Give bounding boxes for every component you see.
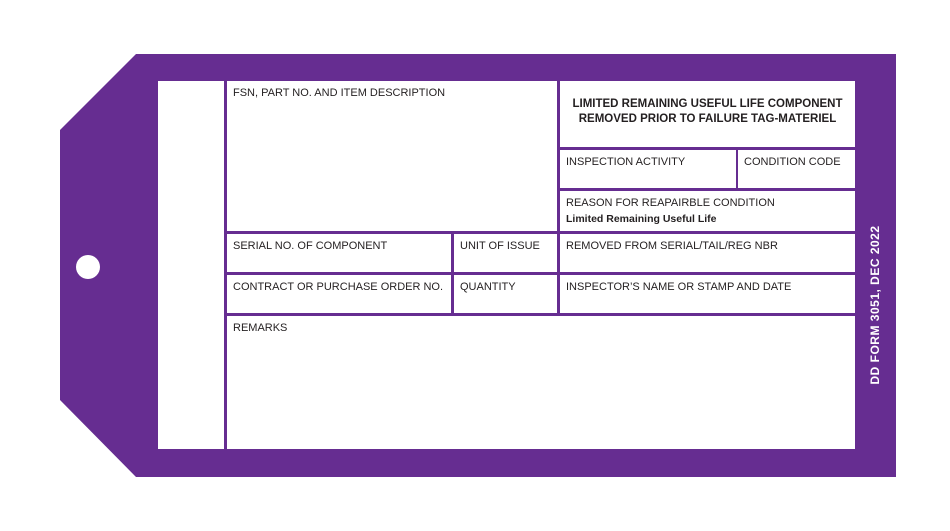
quantity-field[interactable] <box>454 275 557 313</box>
tag-hole <box>76 255 100 279</box>
reason-field[interactable] <box>560 191 855 231</box>
fsn-field[interactable] <box>227 81 557 231</box>
reason-value: Limited Remaining Useful Life <box>566 213 717 225</box>
removed-from-label: REMOVED FROM SERIAL/TAIL/REG NBR <box>566 240 778 252</box>
unit-of-issue-label: UNIT OF ISSUE <box>460 240 540 252</box>
form-grid <box>158 81 855 449</box>
form-id: DD FORM 3051, DEC 2022 <box>868 225 882 385</box>
condition-code-label: CONDITION CODE <box>744 156 841 168</box>
reason-label: REASON FOR REAPAIRBLE CONDITION <box>566 197 775 209</box>
contract-no-label: CONTRACT OR PURCHASE ORDER NO. <box>233 281 444 293</box>
inspector-label: INSPECTOR’S NAME OR STAMP AND DATE <box>566 281 792 293</box>
contract-no-field[interactable] <box>227 275 451 313</box>
quantity-label: QUANTITY <box>460 281 516 293</box>
inspector-field[interactable] <box>560 275 855 313</box>
fsn-label: FSN, PART NO. AND ITEM DESCRIPTION <box>233 87 446 99</box>
unit-of-issue-field[interactable] <box>454 234 557 272</box>
serial-no-field[interactable] <box>227 234 451 272</box>
tag-title-box <box>560 81 855 147</box>
condition-code-field[interactable] <box>738 150 855 188</box>
remarks-field[interactable] <box>227 316 855 449</box>
inspection-activity-label: INSPECTION ACTIVITY <box>566 156 686 168</box>
tag-title: LIMITED REMAINING USEFUL LIFE COMPONENT REMOVED PRIOR TO FAILURE TAG-MATERIEL <box>572 98 843 125</box>
inspection-activity-field[interactable] <box>560 150 736 188</box>
remarks-label: REMARKS <box>233 322 288 334</box>
removed-from-field[interactable] <box>560 234 855 272</box>
form-id-panel <box>856 81 894 449</box>
serial-no-label: SERIAL NO. OF COMPONENT <box>233 240 388 252</box>
